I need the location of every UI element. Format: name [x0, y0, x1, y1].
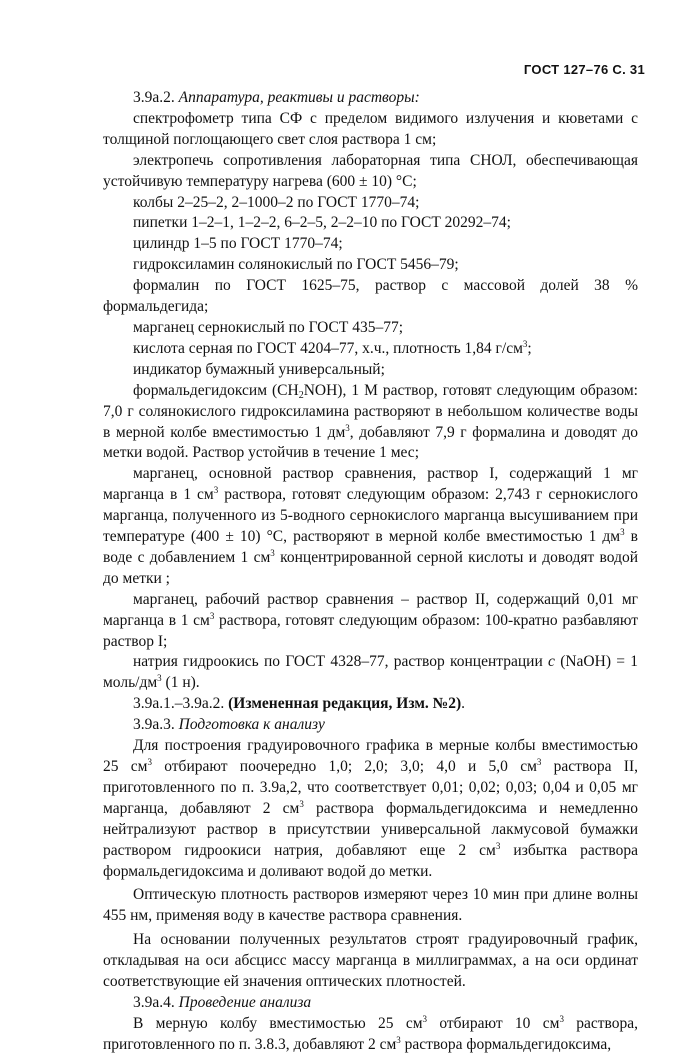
text-span: отбирают поочередно 1,0; 2,0; 3,0; 4,0 и 5,0 см	[151, 758, 537, 775]
superscript: 3	[299, 798, 304, 809]
list-item	[103, 590, 638, 653]
list-item: спектрофометр типа СФ с пределом видимого излучения и кюветами с толщиной поглощающего свет слоя раствора 1 см;	[103, 109, 638, 148]
text-span: в воде с добавлением 1 см	[103, 528, 638, 566]
paragraph	[103, 1014, 638, 1056]
superscript: 3	[270, 547, 275, 558]
superscript: 3	[147, 757, 152, 767]
text-span: (NaOH) = 1 моль/дм	[103, 653, 639, 692]
paragraph: На основании полученных результатов строят градуировочный график, откладывая на оси абсцисс массу марганца в миллиграммах, а на оси ординат соответствующие ей значения оптических плотностей.	[103, 931, 638, 991]
text-span: кислота серная по ГОСТ 4204–77, х.ч., плотность 1,84 г/см	[133, 339, 523, 357]
text-span: раствора, готовят следующим образом: 100-кратно разбавляют раствор I;	[103, 611, 638, 650]
text-span: c	[548, 653, 555, 671]
text-span: .	[461, 695, 466, 713]
list-item	[103, 464, 638, 589]
text-span: марганец, рабочий раствор сравнения – раствор II, содержащий 0,01 мг марганца в 1 см	[103, 590, 638, 629]
superscript: 3	[157, 673, 162, 684]
superscript: 3	[522, 338, 528, 349]
section-heading-apparatus	[103, 88, 638, 109]
text-span: В мерную колбу вместимостью 25 см	[133, 1014, 423, 1032]
paragraph: Оптическую плотность растворов измеряют через 10 мин при длине волны 455 нм, применяя воду в качестве раствора сравнения.	[103, 886, 638, 925]
section-heading-analysis	[103, 993, 638, 1014]
superscript: 3	[345, 422, 350, 433]
superscript: 3	[536, 757, 542, 767]
text-span: Для построения градуировочного графика в мерные колбы вместимостью 25 см	[103, 737, 638, 775]
edit-note	[103, 694, 638, 715]
text-span: раствора, готовят следующим образом: 2,743 г сернокислого марганца, полученного из 5-водного сернокислого марганца высушиванием при температуре (400 ± 10) °С, растворяют в мерной колбе вместимостью 1 дм	[103, 486, 639, 546]
section-heading-preparation	[103, 715, 638, 736]
superscript: 3	[213, 485, 219, 496]
list-item	[103, 381, 638, 465]
edit-note-bold: (Измененная редакция, Изм. №2)	[228, 695, 462, 713]
list-item	[103, 652, 638, 694]
document-body	[103, 88, 638, 1056]
list-item: индикатор бумажный универсальный;	[133, 360, 385, 378]
text-span: раствора, приготовленного по п. 3.8.3, добавляют 2 см	[103, 1014, 638, 1053]
text-span: 3.9а.1.–3.9а.2.	[133, 695, 229, 713]
section-title: Подготовка к анализу	[178, 716, 325, 734]
list-item: марганец сернокислый по ГОСТ 435–77;	[133, 318, 404, 336]
text-span: ;	[527, 339, 532, 357]
text-span: раствора II, приготовленного по п. 3.9а,2, что соответствует 0,01; 0,02; 0,03; 0,04 и 0,05 мг марганца, добавляют 2 см	[103, 758, 639, 817]
text-span: (1 н).	[161, 674, 200, 692]
superscript: 3	[396, 1034, 401, 1045]
superscript: 3	[209, 610, 215, 621]
list-item: электропечь сопротивления лабораторная типа СНОЛ, обеспечивающая устойчивую температуру нагрева (600 ± 10) °С;	[103, 151, 638, 190]
text-span: избытка раствора формальдегидоксима и доливают водой до метки.	[103, 841, 638, 880]
page-header: ГОСТ 127–76 С. 31	[523, 62, 645, 77]
paragraph	[103, 736, 638, 882]
text-span: , добавляют 7,9 г формалина и доводят до метки водой. Раствор устойчив в течение 1 мес;	[103, 423, 639, 462]
section-number: 3.9а.4.	[133, 993, 175, 1011]
list-item: цилиндр 1–5 по ГОСТ 1770–74;	[133, 235, 343, 253]
superscript: 3	[559, 1013, 564, 1024]
text-span: натрия гидроокись по ГОСТ 4328–77, раствор концентрации	[133, 653, 549, 671]
section-number: 3.9а.3.	[133, 716, 175, 734]
text-span: концентрированной серной кислоты и доводят водой до метки ;	[103, 548, 638, 587]
list-item: колбы 2–25–2, 2–1000–2 по ГОСТ 1770–74;	[133, 193, 420, 211]
superscript: 3	[620, 527, 625, 538]
section-number: 3.9а.2.	[133, 89, 175, 106]
superscript: 3	[422, 1013, 428, 1024]
superscript: 3	[495, 840, 501, 851]
section-title: Проведение анализа	[178, 993, 312, 1011]
section-title: Аппаратура, реактивы и растворы:	[178, 89, 420, 106]
list-item	[103, 339, 638, 360]
list-item: гидроксиламин солянокислый по ГОСТ 5456–79;	[133, 256, 459, 274]
text-span: марганец, основной раствор сравнения, раствор I, содержащий 1 мг марганца в 1 см	[103, 465, 638, 504]
text-span: отбирают 10 см	[427, 1014, 560, 1032]
list-item: пипетки 1–2–1, 1–2–2, 6–2–5, 2–2–10 по ГОСТ 20292–74;	[133, 214, 511, 232]
subscript: 2	[298, 389, 304, 401]
text-span: формальдегидоксим (CH	[133, 381, 299, 399]
list-item: формалин по ГОСТ 1625–75, раствор с массовой долей 38 % формальдегида;	[103, 277, 638, 316]
text-span: NOH), 1 М раствор, готовят следующим образом: 7,0 г солянокислого гидроксиламина растворяют в небольшом количестве воды в мерной колбе вместимостью 1 дм	[103, 381, 638, 441]
text-span: раствора формальдегидоксима и немедленно нейтрализуют раствор в присутствии универсальной лакмусовой бумажки раствором гидроокиси натрия, добавляют еще 2 см	[103, 799, 638, 859]
text-span: раствора формальдегидоксима,	[400, 1035, 612, 1053]
